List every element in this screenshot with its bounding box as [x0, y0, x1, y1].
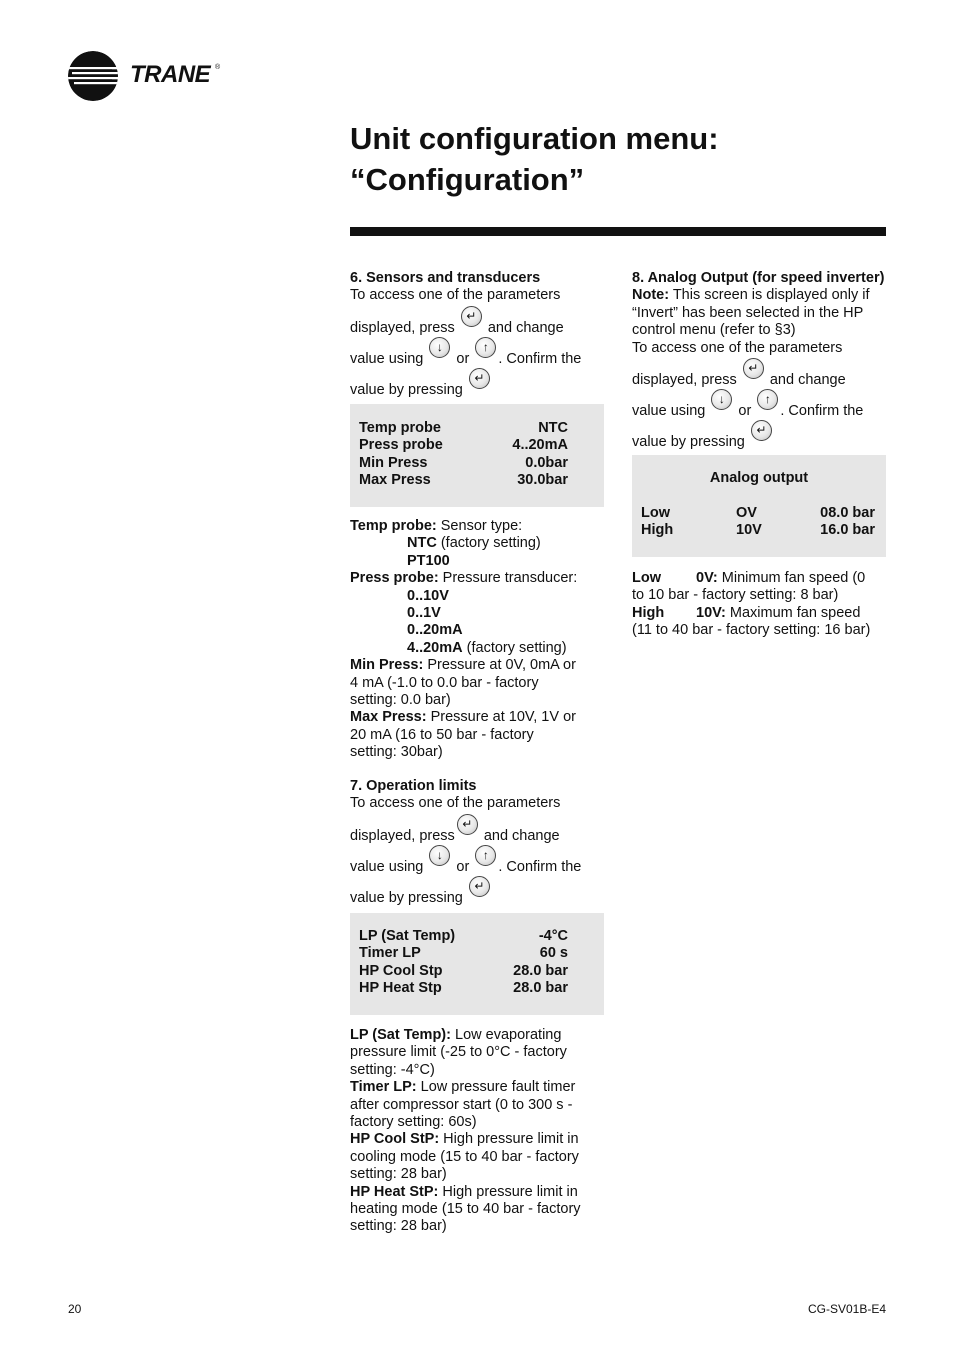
- high-label: High: [632, 604, 665, 621]
- low-text: Minimum fan speed (0: [717, 570, 866, 586]
- section-7-intro: [350, 778, 610, 906]
- hp-cool-label: HP Cool StP:: [350, 1131, 440, 1148]
- document-code: CG-SV01B-E4: [807, 1302, 886, 1316]
- low-label: Low: [632, 570, 661, 586]
- lp-text: setting: -4°C): [350, 1061, 435, 1078]
- section-7-heading: 7. Operation limits: [350, 778, 477, 794]
- hp-heat-text: setting: 28 bar): [350, 1218, 447, 1235]
- option-note: (factory setting): [462, 639, 567, 656]
- lp-text: Low evaporating: [450, 1027, 562, 1043]
- access-displayed-text: displayed, press: [350, 827, 455, 844]
- high-text: (11 to 40 bar - factory setting: 16 bar): [632, 622, 871, 639]
- panel-row: [359, 472, 568, 489]
- panel-value: 28.0 bar: [513, 962, 568, 979]
- panel-label: High: [641, 522, 674, 539]
- access-line-4: [632, 419, 892, 450]
- panel-row: [641, 522, 875, 539]
- section-8-descriptions: [632, 570, 894, 640]
- low-text: to 10 bar - factory setting: 8 bar): [632, 587, 839, 604]
- access-displayed-text: displayed, press: [632, 372, 737, 389]
- press-option: 4..20mA: [407, 639, 463, 656]
- panel-label: Timer LP: [359, 945, 421, 962]
- section-7-descriptions: [350, 1027, 612, 1236]
- access-line-4: [350, 875, 610, 906]
- high-volt: 10V:: [696, 604, 726, 621]
- access-or-text: or: [738, 403, 752, 420]
- access-value-using-text: value using: [350, 350, 424, 367]
- panel-value: 0.0bar: [525, 454, 568, 471]
- panel-label: LP (Sat Temp): [359, 928, 456, 944]
- max-press-text: 20 mA (16 to 50 bar - factory: [350, 726, 534, 743]
- panel-row: [359, 980, 568, 997]
- max-press-text: setting: 30bar): [350, 744, 443, 761]
- hp-cool-text: High pressure limit in: [439, 1131, 579, 1148]
- analog-output-display-panel: [632, 455, 886, 557]
- access-by-pressing-text: value by pressing: [632, 434, 745, 451]
- note-text: This screen is displayed only if: [669, 287, 870, 304]
- page-title-line-2: “Configuration”: [350, 162, 585, 197]
- press-option: 0..20mA: [407, 622, 463, 639]
- panel-value: 08.0 bar: [820, 505, 875, 521]
- option-note: (factory setting): [436, 535, 541, 552]
- access-displayed-text: displayed, press: [350, 319, 455, 336]
- access-line-3: [350, 336, 610, 367]
- panel-value: 4..20mA: [512, 437, 568, 454]
- section-6-descriptions: [350, 518, 610, 762]
- page-title-line-1: Unit configuration menu:: [350, 121, 719, 156]
- access-confirm-text: . Confirm the: [780, 403, 864, 420]
- press-probe-label: Press probe:: [350, 570, 439, 587]
- down-arrow-key-icon: ↓: [429, 337, 450, 358]
- access-line-1: To access one of the parameters: [350, 795, 561, 812]
- section-8-heading: 8. Analog Output (for speed inverter): [632, 270, 885, 286]
- panel-row: [359, 455, 568, 472]
- access-line-3: [632, 388, 892, 419]
- section-6-intro: [350, 270, 610, 398]
- access-confirm-text: . Confirm the: [498, 858, 582, 875]
- access-line-4: [350, 367, 610, 398]
- panel-volt: OV: [736, 505, 757, 521]
- panel-label: Low: [641, 505, 670, 521]
- limits-display-panel: [350, 913, 604, 1015]
- panel-value: NTC: [538, 420, 568, 436]
- access-and-change-text: and change: [487, 319, 564, 336]
- note-label: Note:: [632, 287, 670, 304]
- analog-output-title: Analog output: [709, 470, 809, 486]
- panel-row: [359, 437, 568, 454]
- enter-key-icon: ↵: [469, 876, 490, 897]
- panel-volt: 10V: [736, 522, 762, 539]
- hp-heat-text: heating mode (15 to 40 bar - factory: [350, 1201, 581, 1218]
- access-line-2: [350, 813, 610, 844]
- access-or-text: or: [456, 858, 470, 875]
- timer-lp-text: after compressor start (0 to 300 s -: [350, 1096, 573, 1113]
- press-option: 0..10V: [407, 587, 449, 604]
- enter-key-icon: ↵: [743, 358, 764, 379]
- panel-label: Min Press: [359, 454, 428, 471]
- hp-cool-text: cooling mode (15 to 40 bar - factory: [350, 1148, 579, 1165]
- min-press-label: Min Press:: [350, 657, 424, 674]
- timer-lp-label: Timer LP:: [350, 1079, 417, 1096]
- panel-label: HP Heat Stp: [359, 980, 442, 997]
- enter-key-icon: ↵: [751, 420, 772, 441]
- panel-row: [359, 420, 568, 437]
- title-rule: [350, 227, 886, 236]
- sensors-display-panel: [350, 404, 604, 507]
- access-by-pressing-text: value by pressing: [350, 381, 463, 398]
- panel-label: Max Press: [359, 472, 431, 489]
- access-and-change-text: and change: [483, 827, 560, 844]
- panel-value: -4°C: [538, 928, 568, 944]
- lp-label: LP (Sat Temp):: [350, 1027, 451, 1043]
- access-or-text: or: [456, 350, 470, 367]
- panel-label: HP Cool Stp: [359, 962, 443, 979]
- timer-lp-text: Low pressure fault timer: [416, 1079, 576, 1096]
- trane-logo: [68, 50, 238, 102]
- min-press-text: 4 mA (-1.0 to 0.0 bar - factory: [350, 674, 539, 691]
- access-value-using-text: value using: [632, 403, 706, 420]
- down-arrow-key-icon: ↓: [429, 845, 450, 866]
- section-6-heading: 6. Sensors and transducers: [350, 270, 541, 286]
- panel-label: Temp probe: [359, 420, 441, 436]
- access-line-2: [632, 357, 892, 388]
- panel-label: Press probe: [359, 437, 443, 454]
- temp-probe-label: Temp probe:: [350, 518, 437, 534]
- temp-option: PT100: [407, 552, 450, 569]
- section-8-intro: [632, 270, 892, 450]
- note-text: “Invert” has been selected in the HP: [632, 304, 864, 321]
- timer-lp-text: factory setting: 60s): [350, 1114, 477, 1131]
- enter-key-icon: ↵: [461, 306, 482, 327]
- enter-key-icon: ↵: [469, 368, 490, 389]
- brand-name: TRANE: [130, 61, 211, 88]
- access-line-2: [350, 305, 610, 336]
- lp-text: pressure limit (-25 to 0°C - factory: [350, 1044, 567, 1061]
- panel-value: 30.0bar: [517, 472, 568, 489]
- temp-probe-text: Sensor type:: [436, 518, 523, 534]
- access-line-1: To access one of the parameters: [632, 339, 843, 356]
- high-text: Maximum fan speed: [725, 604, 861, 621]
- temp-option: NTC: [407, 535, 437, 552]
- hp-heat-text: High pressure limit in: [438, 1183, 578, 1200]
- min-press-text: setting: 0.0 bar): [350, 692, 451, 709]
- max-press-text: Pressure at 10V, 1V or: [426, 709, 576, 726]
- access-value-using-text: value using: [350, 858, 424, 875]
- access-by-pressing-text: value by pressing: [350, 889, 463, 906]
- press-probe-text: Pressure transducer:: [438, 570, 578, 587]
- panel-value: 60 s: [539, 945, 568, 962]
- low-volt: 0V:: [696, 570, 718, 586]
- panel-row: [641, 505, 875, 522]
- hp-cool-text: setting: 28 bar): [350, 1166, 447, 1183]
- page-number: 20: [68, 1302, 82, 1316]
- panel-value: 16.0 bar: [820, 522, 875, 539]
- panel-value: 28.0 bar: [513, 980, 568, 997]
- note-text: control menu (refer to §3): [632, 322, 796, 339]
- page-title: [350, 118, 910, 200]
- up-arrow-key-icon: ↑: [757, 389, 778, 410]
- max-press-label: Max Press:: [350, 709, 427, 726]
- hp-heat-label: HP Heat StP:: [350, 1183, 439, 1200]
- up-arrow-key-icon: ↑: [475, 845, 496, 866]
- down-arrow-key-icon: ↓: [711, 389, 732, 410]
- access-confirm-text: . Confirm the: [498, 350, 582, 367]
- access-line-1: To access one of the parameters: [350, 287, 561, 304]
- enter-key-icon: ↵: [457, 814, 478, 835]
- panel-row: [359, 963, 568, 980]
- panel-row: [359, 945, 568, 962]
- up-arrow-key-icon: ↑: [475, 337, 496, 358]
- press-option: 0..1V: [407, 605, 441, 622]
- registered-mark: ®: [215, 64, 221, 71]
- panel-row: [359, 928, 568, 945]
- access-and-change-text: and change: [769, 372, 846, 389]
- access-line-3: [350, 844, 610, 875]
- min-press-text: Pressure at 0V, 0mA or: [423, 657, 576, 674]
